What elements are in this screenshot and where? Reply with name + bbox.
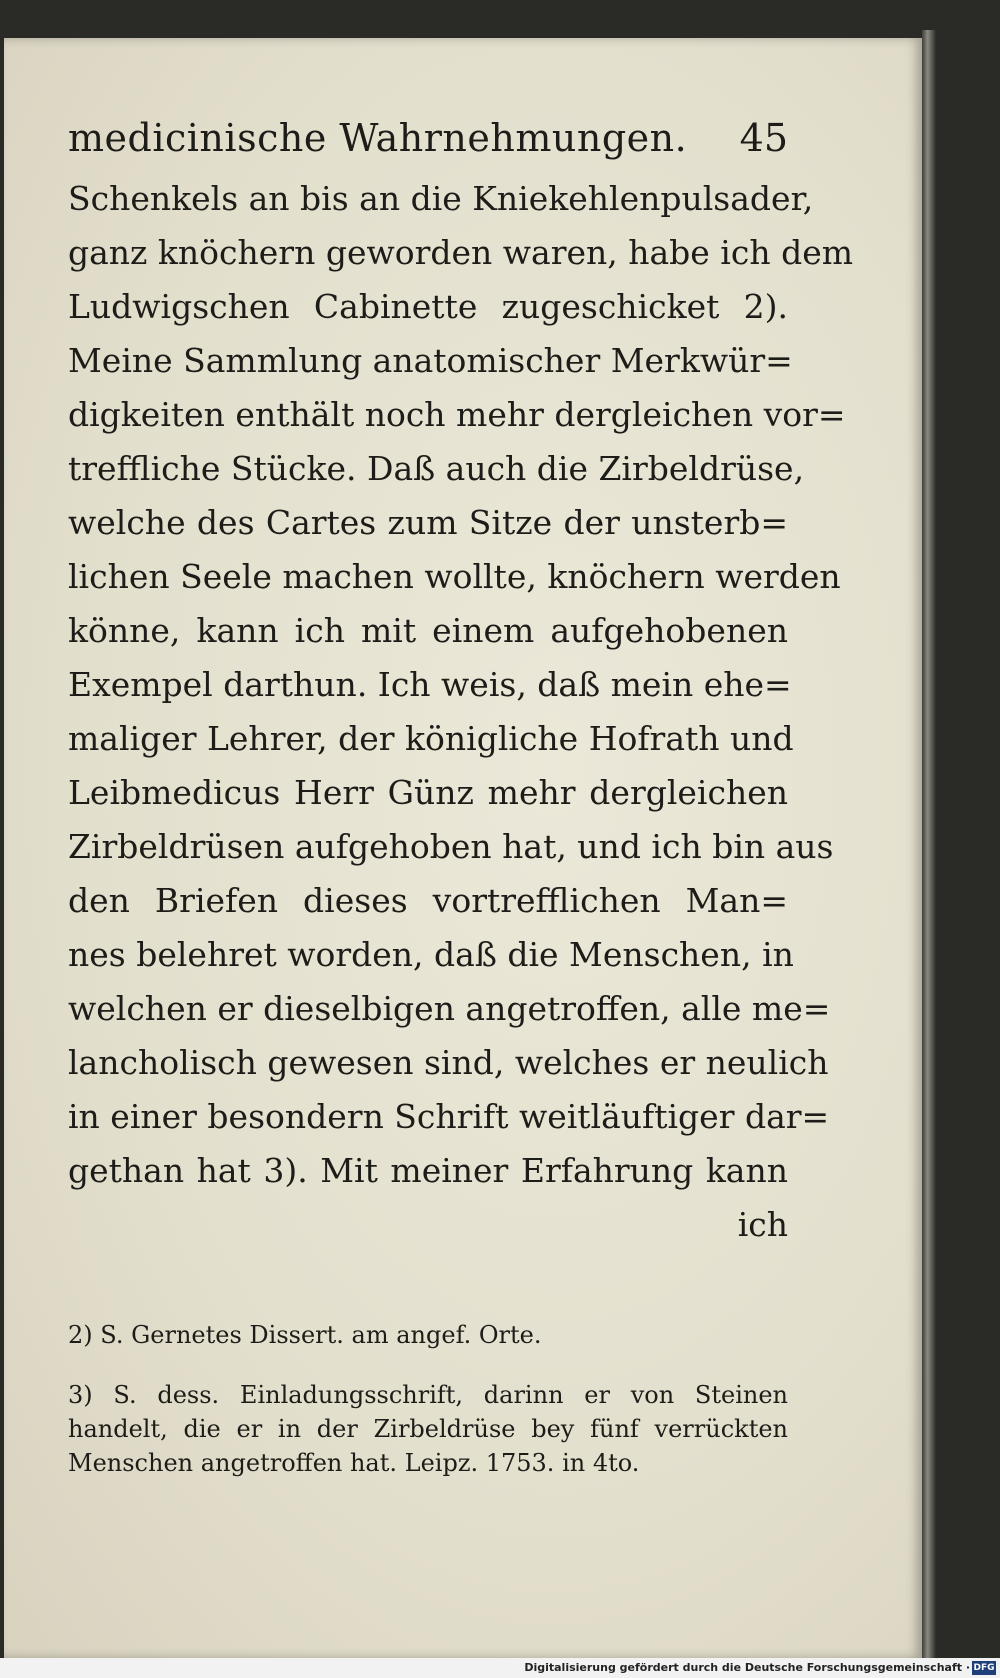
body-line: welche des Cartes zum Sitze der unsterb= bbox=[68, 503, 788, 542]
body-line: lancholisch gewesen sind, welches er neulich bbox=[68, 1043, 829, 1082]
page-number: 45 bbox=[739, 116, 788, 160]
page-edge bbox=[922, 30, 936, 1660]
body-line: ganz knöchern geworden waren, habe ich dem bbox=[68, 233, 854, 272]
body-line: Ludwigschen Cabinette zugeschicket 2). bbox=[68, 287, 788, 326]
body-line: gethan hat 3). Mit meiner Erfahrung kann bbox=[68, 1151, 788, 1190]
body-line: könne, kann ich mit einem aufgehobenen bbox=[68, 611, 788, 650]
body-line: Zirbeldrüsen aufgehoben hat, und ich bin aus bbox=[68, 827, 834, 866]
footnote-3-line: 3) S. dess. Einladungsschrift, darinn er von Steinen bbox=[68, 1381, 788, 1409]
dfg-logo: DFG bbox=[973, 1663, 995, 1673]
footnote-3-line: Menschen angetroffen hat. Leipz. 1753. in 4to. bbox=[68, 1449, 640, 1477]
running-title: medicinische Wahrnehmungen. bbox=[68, 116, 688, 160]
body-line: digkeiten enthält noch mehr dergleichen vor= bbox=[68, 395, 846, 434]
body-line: Meine Sammlung anatomischer Merkwür= bbox=[68, 341, 793, 380]
footnote-3-line: handelt, die er in der Zirbeldrüse bey fünf verrückten bbox=[68, 1415, 788, 1443]
footnotes bbox=[68, 1318, 788, 1480]
credit-text: Digitalisierung gefördert durch die Deutsche Forschungsgemeinschaft · bbox=[524, 1661, 970, 1674]
body-line: Schenkels an bis an die Kniekehlenpulsader, bbox=[68, 179, 814, 218]
footnote-gap bbox=[68, 1352, 788, 1378]
body-line: treffliche Stücke. Daß auch die Zirbeldrüse, bbox=[68, 449, 805, 488]
body-line: lichen Seele machen wollte, knöchern werden bbox=[68, 557, 841, 596]
body-line: Leibmedicus Herr Günz mehr dergleichen bbox=[68, 773, 788, 812]
page-text bbox=[68, 108, 854, 1252]
body-line: welchen er dieselbigen angetroffen, alle me= bbox=[68, 989, 831, 1028]
body-line: Exempel darthun. Ich weis, daß mein ehe= bbox=[68, 665, 792, 704]
page-header bbox=[68, 108, 788, 168]
footnote-2: 2) S. Gernetes Dissert. am angef. Orte. bbox=[68, 1321, 542, 1349]
body-line: maliger Lehrer, der königliche Hofrath und bbox=[68, 719, 794, 758]
catchword: ich bbox=[737, 1205, 788, 1244]
body-text bbox=[68, 172, 854, 1252]
body-line: den Briefen dieses vortrefflichen Man= bbox=[68, 881, 788, 920]
body-line: in einer besondern Schrift weitläuftiger dar= bbox=[68, 1097, 830, 1136]
body-line: nes belehret worden, daß die Menschen, in bbox=[68, 935, 794, 974]
